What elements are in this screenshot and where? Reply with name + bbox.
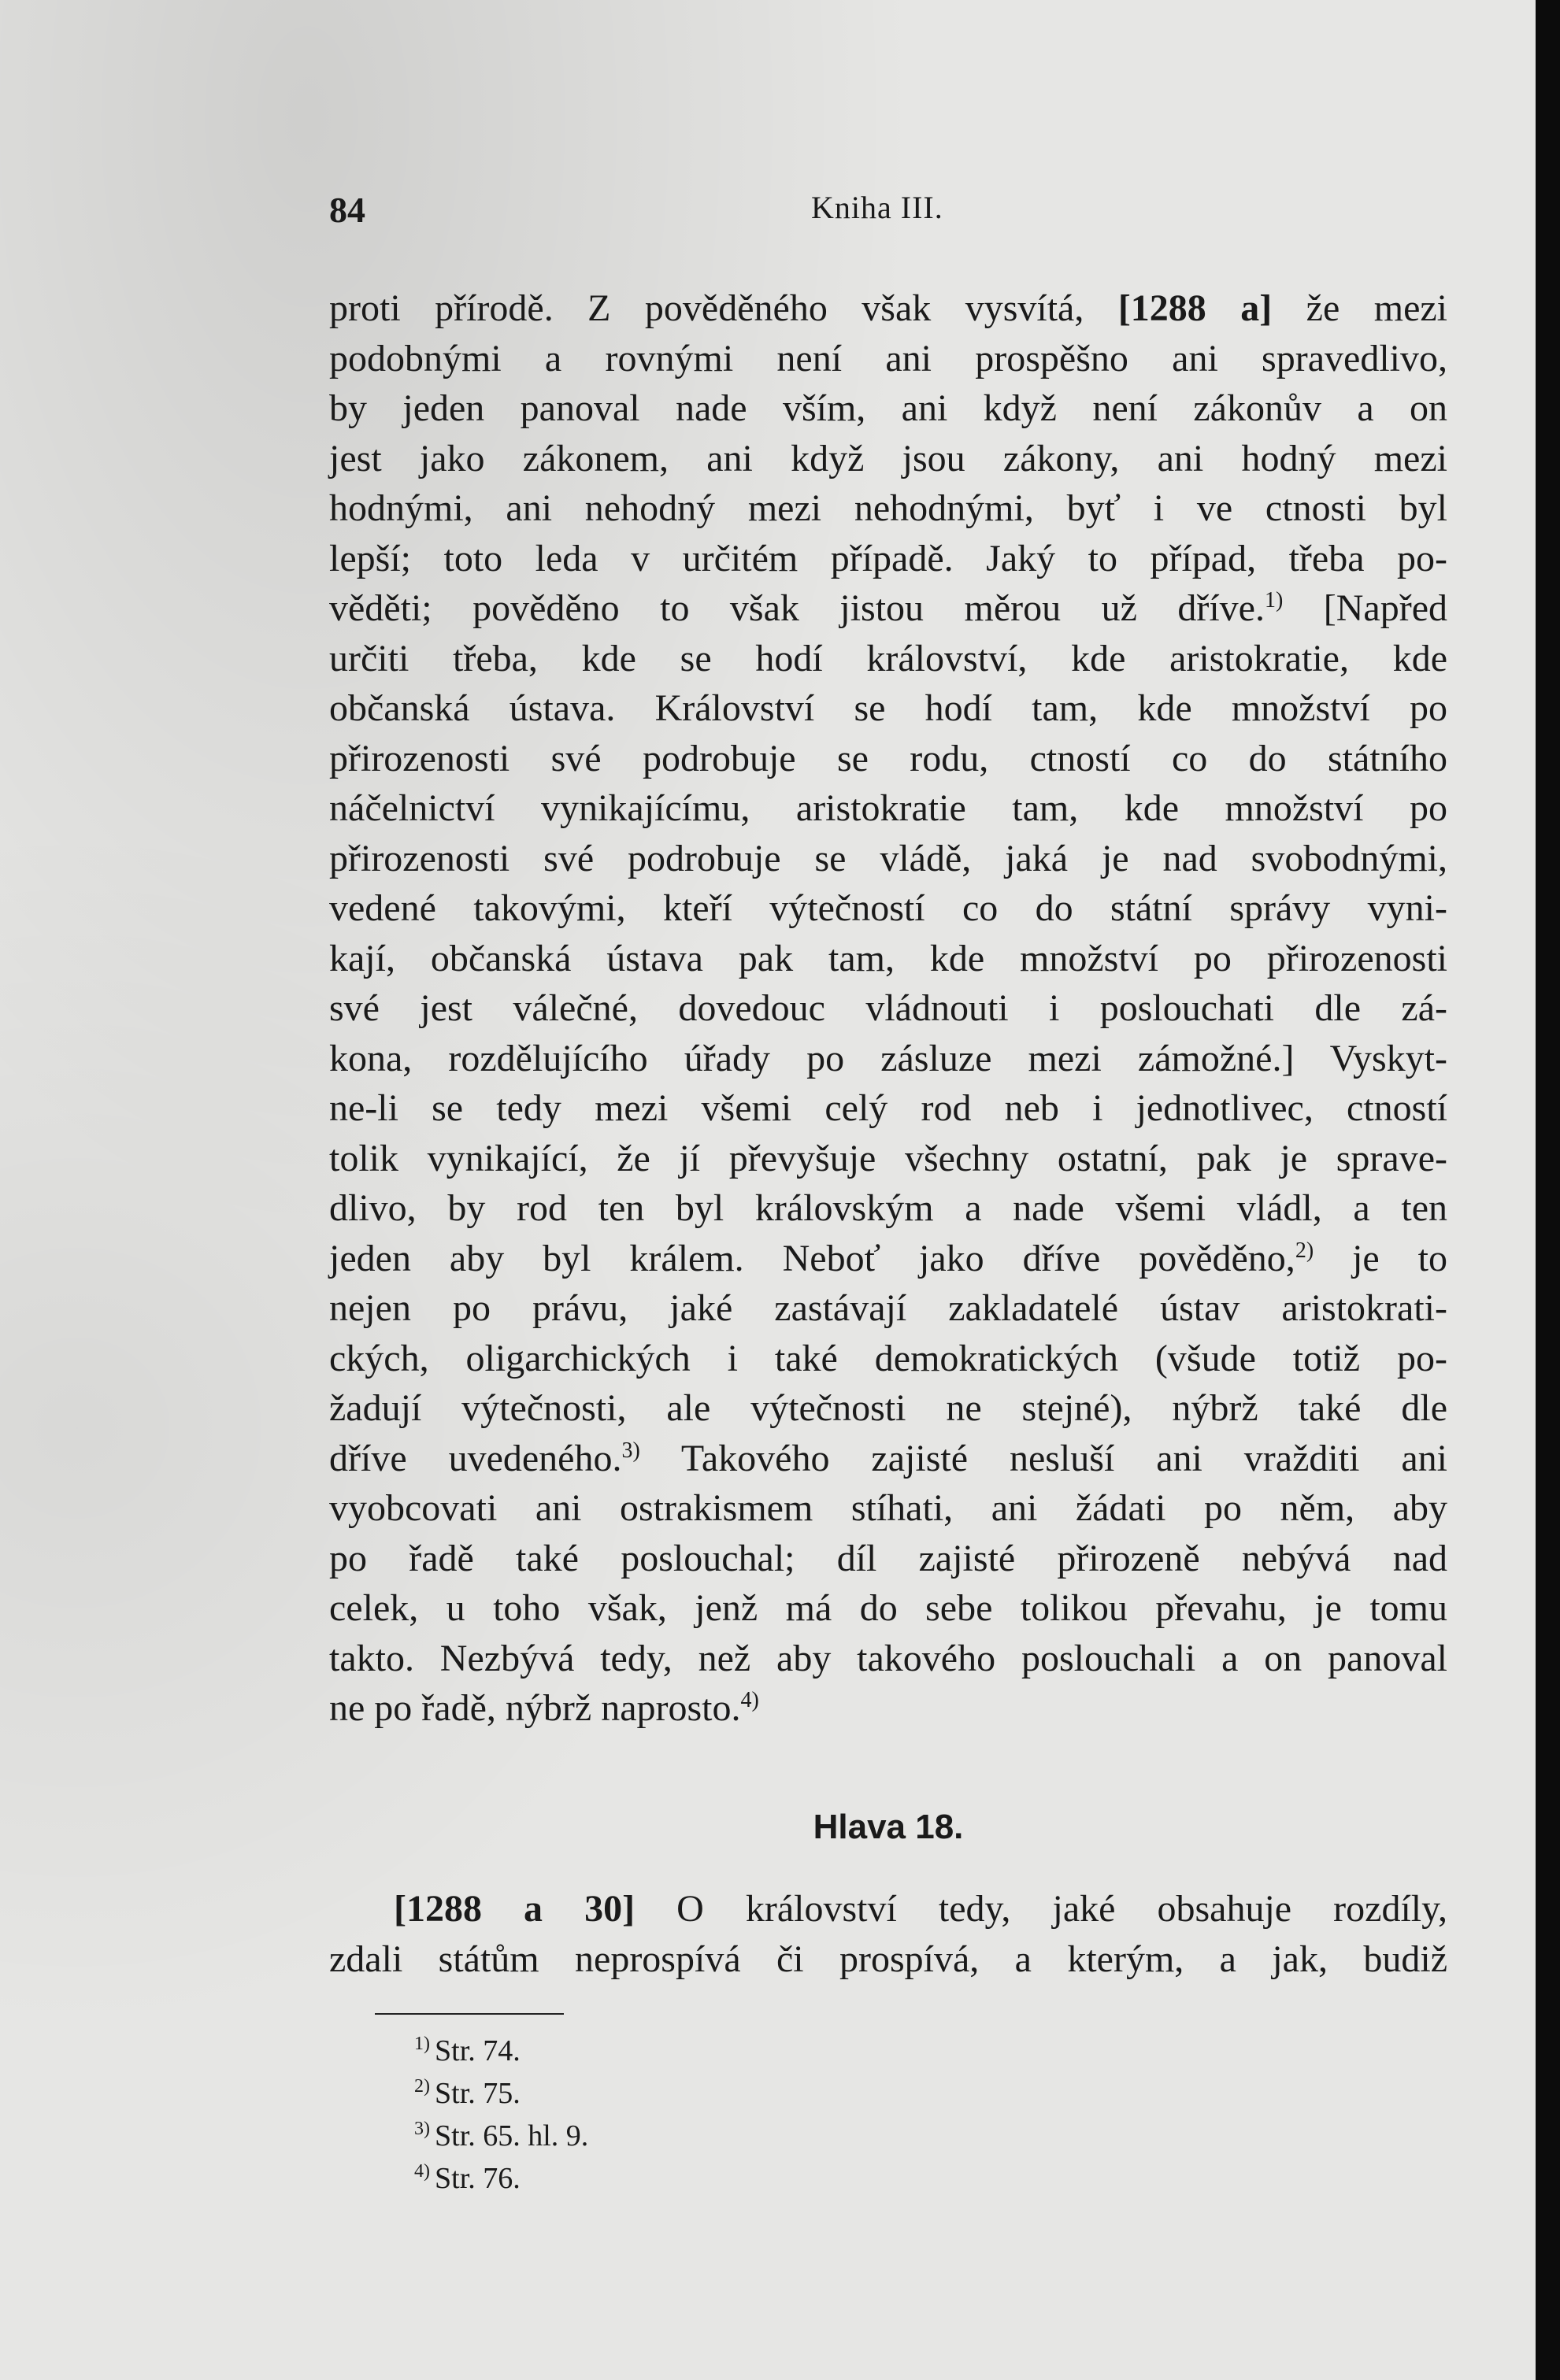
footnote-ref: 3) bbox=[621, 1438, 640, 1463]
footnote bbox=[414, 2072, 588, 2115]
text-line bbox=[329, 1934, 1447, 1985]
text-line bbox=[329, 1183, 1447, 1234]
footnote bbox=[414, 2115, 588, 2157]
text-segment: podobnými a rovnými není ani prospěšno ani spravedlivo, bbox=[329, 337, 1447, 379]
text-line bbox=[329, 434, 1447, 484]
running-head: Kniha III. bbox=[811, 190, 943, 225]
bekker-reference: [1288 a 30] bbox=[394, 1888, 635, 1930]
footnotes bbox=[414, 2030, 588, 2200]
footnote-mark: 3) bbox=[414, 2119, 430, 2140]
footnote-text: Str. 74. bbox=[435, 2034, 521, 2067]
body-text bbox=[329, 283, 1447, 1734]
text-line bbox=[329, 934, 1447, 984]
text-segment: tolik vynikající, že jí převyšuje všechny ostatní, pak je sprave- bbox=[329, 1137, 1447, 1179]
text-segment: by jeden panoval nade vším, ani když není zákonův a on bbox=[329, 387, 1447, 429]
text-line bbox=[329, 1383, 1447, 1434]
chapter-text bbox=[329, 1884, 1447, 1984]
text-line bbox=[329, 1283, 1447, 1334]
text-segment: vyobcovati ani ostrakismem stíhati, ani žádati po něm, aby bbox=[329, 1487, 1447, 1529]
footnote-mark: 1) bbox=[414, 2034, 430, 2055]
footnote-mark: 2) bbox=[414, 2076, 430, 2097]
text-line bbox=[329, 783, 1447, 834]
footnote-text: Str. 65. hl. 9. bbox=[435, 2119, 589, 2152]
footnote-text: Str. 76. bbox=[435, 2162, 521, 2195]
text-line bbox=[329, 1134, 1447, 1184]
text-segment: dlivo, by rod ten byl královským a nade všemi vládl, a ten bbox=[329, 1187, 1447, 1229]
text-line bbox=[329, 734, 1447, 784]
text-line bbox=[329, 1234, 1447, 1284]
text-segment: ne po řadě, nýbrž naprosto. bbox=[329, 1687, 741, 1729]
text-line bbox=[329, 634, 1447, 684]
text-segment: hodnými, ani nehodný mezi nehodnými, byť i ve ctnosti byl bbox=[329, 487, 1447, 529]
footnote-ref: 1) bbox=[1264, 588, 1284, 613]
text-segment: náčelnictví vynikajícímu, aristokratie tam, kde množství po bbox=[329, 787, 1447, 829]
text-segment: že mezi bbox=[1272, 287, 1448, 329]
text-line bbox=[329, 1884, 1447, 1934]
footnote-mark: 4) bbox=[414, 2161, 430, 2182]
footnote-text: Str. 75. bbox=[435, 2077, 521, 2110]
text-segment: určiti třeba, kde se hodí království, kde aristokratie, kde bbox=[329, 637, 1447, 679]
text-segment: lepší; toto leda v určitém případě. Jaký to případ, třeba po- bbox=[329, 537, 1447, 579]
text-line bbox=[329, 1334, 1447, 1384]
text-line bbox=[329, 1434, 1447, 1484]
text-segment: Takového zajisté nesluší ani vražditi ani bbox=[639, 1437, 1447, 1479]
text-line bbox=[329, 683, 1447, 734]
text-line bbox=[329, 483, 1447, 534]
footnote-ref: 2) bbox=[1295, 1238, 1314, 1263]
text-segment: celek, u toho však, jenž má do sebe tolikou převahu, je tomu bbox=[329, 1587, 1447, 1629]
text-segment: žadují výtečnosti, ale výtečnosti ne stejné), nýbrž také dle bbox=[329, 1387, 1447, 1429]
text-segment: ckých, oligarchických i také demokratických (všude totiž po- bbox=[329, 1337, 1447, 1379]
text-segment: věděti; pověděno to však jistou měrou už dříve. bbox=[329, 587, 1265, 629]
text-line bbox=[329, 583, 1447, 634]
text-segment: občanská ústava. Království se hodí tam, kde množství po bbox=[329, 687, 1447, 729]
text-segment: zdali státům neprospívá či prospívá, a kterým, a jak, budiž bbox=[329, 1938, 1447, 1980]
text-segment: O království tedy, jaké obsahuje rozdíly, bbox=[635, 1888, 1448, 1930]
text-segment: ne-li se tedy mezi všemi celý rod neb i jednotlivec, ctností bbox=[329, 1087, 1447, 1129]
chapter-heading: Hlava 18. bbox=[813, 1808, 964, 1846]
text-line bbox=[329, 1483, 1447, 1534]
text-line bbox=[329, 1534, 1447, 1584]
text-line bbox=[329, 534, 1447, 584]
text-segment: své jest válečné, dovedouc vládnouti i poslouchati dle zá- bbox=[329, 987, 1447, 1029]
footnote-ref: 4) bbox=[740, 1688, 759, 1712]
text-line bbox=[329, 283, 1447, 334]
text-line bbox=[329, 1083, 1447, 1134]
text-segment: jest jako zákonem, ani když jsou zákony, ani hodný mezi bbox=[329, 437, 1447, 479]
text-segment: nejen po právu, jaké zastávají zakladatelé ústav aristokrati- bbox=[329, 1287, 1447, 1329]
text-segment: takto. Nezbývá tedy, než aby takového poslouchali a on panoval bbox=[329, 1637, 1447, 1679]
text-line bbox=[329, 983, 1447, 1034]
page-number: 84 bbox=[329, 190, 365, 230]
text-line bbox=[329, 1583, 1447, 1634]
text-segment: proti přírodě. Z pověděného však vysvítá, bbox=[329, 287, 1118, 329]
text-line bbox=[329, 1683, 1447, 1734]
text-segment: po řadě také poslouchal; díl zajisté přirozeně nebývá nad bbox=[329, 1537, 1447, 1579]
text-segment: přirozenosti své podrobuje se rodu, ctností co do státního bbox=[329, 737, 1447, 779]
text-line bbox=[329, 334, 1447, 384]
text-segment: vedené takovými, kteří výtečností co do státní správy vyni- bbox=[329, 887, 1447, 929]
text-segment: kona, rozdělujícího úřady po zásluze mezi zámožné.] Vyskyt- bbox=[329, 1037, 1447, 1079]
footnote bbox=[414, 2157, 588, 2200]
scan-edge bbox=[1536, 0, 1560, 2380]
text-segment: přirozenosti své podrobuje se vládě, jaká je nad svobodnými, bbox=[329, 837, 1447, 879]
text-line bbox=[329, 883, 1447, 934]
text-segment: dříve uvedeného. bbox=[329, 1437, 622, 1479]
text-segment: jeden aby byl králem. Neboť jako dříve pověděno, bbox=[329, 1237, 1295, 1279]
text-segment: kají, občanská ústava pak tam, kde množství po přirozenosti bbox=[329, 937, 1447, 979]
bekker-reference: [1288 a] bbox=[1117, 287, 1273, 329]
page-header bbox=[329, 189, 1447, 236]
footnote bbox=[414, 2030, 588, 2072]
text-line bbox=[329, 1634, 1447, 1684]
footnote-rule bbox=[375, 2013, 564, 2015]
text-segment: je to bbox=[1314, 1237, 1448, 1279]
text-line bbox=[329, 383, 1447, 434]
text-segment: [Napřed bbox=[1283, 587, 1447, 629]
text-line bbox=[329, 1034, 1447, 1084]
text-line bbox=[329, 834, 1447, 884]
